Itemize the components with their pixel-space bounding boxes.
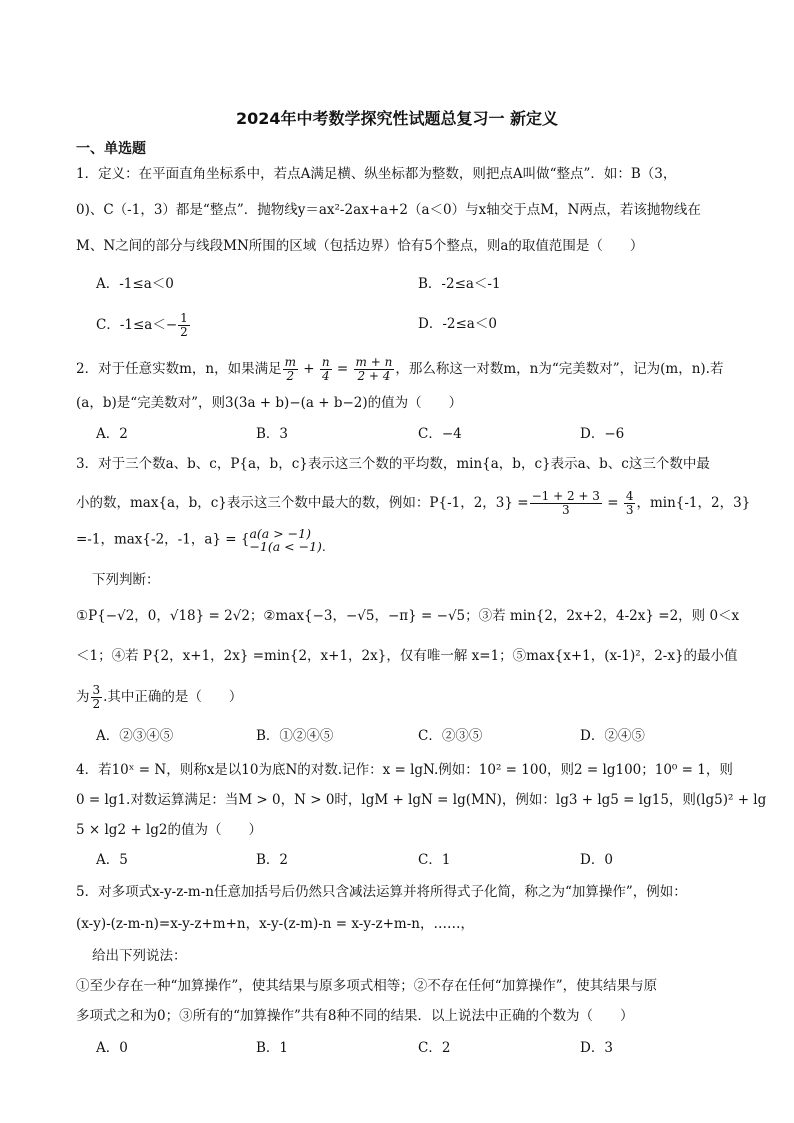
page-title: 2024年中考数学探究性试题总复习一 新定义 <box>235 109 559 128</box>
q5-line-2: (x-y)-(z-m-n)=x-y-z+m+n，x-y-(z-m)-n = x-y-z+m-n，……， <box>76 916 474 932</box>
q2-option-a[interactable]: A．2 <box>96 426 128 442</box>
q1-option-c-text: C．-1≤a＜− <box>96 317 178 333</box>
q3-option-b[interactable]: B．①②④⑤ <box>256 728 334 744</box>
q3-line-7: 为 $\frac{3}{2}$ .其中正确的是（ ） <box>76 683 243 711</box>
q3-option-c[interactable]: C．②③⑤ <box>418 728 483 744</box>
q3-option-a[interactable]: A．②③④⑤ <box>96 728 174 744</box>
q3-line-1: 3．对于三个数a、b、c，P{a，b，c}表示这三个数的平均数，min{a，b，c}表示a、b、c这三个数中最 <box>76 456 710 472</box>
q4-line-1: 4．若10ˣ = N，则称x是以10为底N的对数.记作：x = lgN.例如：10² = 100，则2 = lg100；10⁰ = 1，则 <box>76 762 733 778</box>
q3-option-d[interactable]: D．②④⑤ <box>580 728 645 744</box>
q3-line-3: =-1，max{-2，-1，a} = { a(a > −1) −1(a < −1). <box>76 526 326 554</box>
q4-line-3: 5 × lg2 + lg2的值为（ ） <box>76 822 262 838</box>
q4-option-b[interactable]: B．2 <box>256 852 289 868</box>
q2-option-c[interactable]: C．−4 <box>418 426 462 442</box>
q1-line-3: M、N之间的部分与线段MN所围的区域（包括边界）恰有5个整点，则a的取值范围是（ ） <box>76 238 644 254</box>
section-heading: 一、单选题 <box>76 141 146 157</box>
q5-option-b[interactable]: B．1 <box>256 1040 289 1056</box>
q4-option-a[interactable]: A．5 <box>96 852 128 868</box>
q4-line-2: 0 = lg1.对数运算满足：当M > 0，N > 0时，lgM + lgN = lg(MN)，例如：lg3 + lg5 = lg15，则(lg5)² + lg <box>76 792 767 808</box>
q5-line-3: 给出下列说法： <box>92 948 187 964</box>
q2-line-1: 2．对于任意实数m，n，如果满足 $\frac{m}{2}$ + $\frac{n}{4}$ = $\frac{m + n}{2 + 4}$ ，那么称这一对数m，n为“完美数对”，记为(m，n).若 <box>76 355 724 383</box>
q1-option-b[interactable]: B．-2≤a＜-1 <box>418 276 501 292</box>
q1-line-2: 0)、C（-1，3）都是“整点”．抛物线y＝ax²-2ax+a+2（a＜0）与x轴交于点M，N两点，若该抛物线在 <box>76 202 701 218</box>
q1-option-d[interactable]: D．-2≤a＜0 <box>418 316 497 332</box>
q3-line-5: ①P{−√2，0，√18} = 2√2；②max{−3，−√5，−π} = −√5；③若 min{2，2x+2，4-2x} =2，则 0＜x <box>76 608 740 624</box>
q5-option-d[interactable]: D．3 <box>580 1040 613 1056</box>
q5-line-4: ①至少存在一种“加算操作”，使其结果与原多项式相等；②不存在任何“加算操作”，使其结果与原 <box>76 978 658 994</box>
q2-option-b[interactable]: B．3 <box>256 426 289 442</box>
q3-line-6: ＜1；④若 P{2，x+1，2x} =min{2，x+1，2x}，仅有唯一解 x=1；⑤max{x+1，(x-1)²，2-x}的最小值 <box>76 648 738 664</box>
q5-option-a[interactable]: A．0 <box>96 1040 128 1056</box>
q5-line-5: 多项式之和为0；③所有的“加算操作”共有8种不同的结果．以上说法中正确的个数为（ ） <box>76 1008 634 1024</box>
q2-line-2: (a，b)是“完美数对”，则3(3a + b)−(a + b−2)的值为（ ） <box>76 395 463 411</box>
q1-option-c[interactable] <box>96 312 191 339</box>
q4-option-c[interactable]: C．1 <box>418 852 451 868</box>
q5-option-c[interactable]: C．2 <box>418 1040 451 1056</box>
q1-option-a[interactable]: A．-1≤a＜0 <box>96 276 174 292</box>
q3-judge-label: 下列判断： <box>92 572 160 588</box>
q3-line-2: 小的数，max{a，b，c}表示这三个数中最大的数，例如：P{-1，2，3} = $\frac{-1 + 2 + 3}{3}$ = $\frac{4}{3}$ ，min{-1，2，3} <box>76 489 751 517</box>
q1-line-1: 1．定义：在平面直角坐标系中，若点A满足横、纵坐标都为整数，则把点A叫做“整点”．如：B（3， <box>76 166 677 182</box>
q4-option-d[interactable]: D．0 <box>580 852 613 868</box>
q2-option-d[interactable]: D．−6 <box>580 426 625 442</box>
q1-option-c-fraction: $\frac{1}{2}$ <box>180 311 188 339</box>
q5-line-1: 5．对多项式x-y-z-m-n任意加括号后仍然只含减法运算并将所得式子化简，称之为“加算操作”，例如： <box>76 884 687 900</box>
